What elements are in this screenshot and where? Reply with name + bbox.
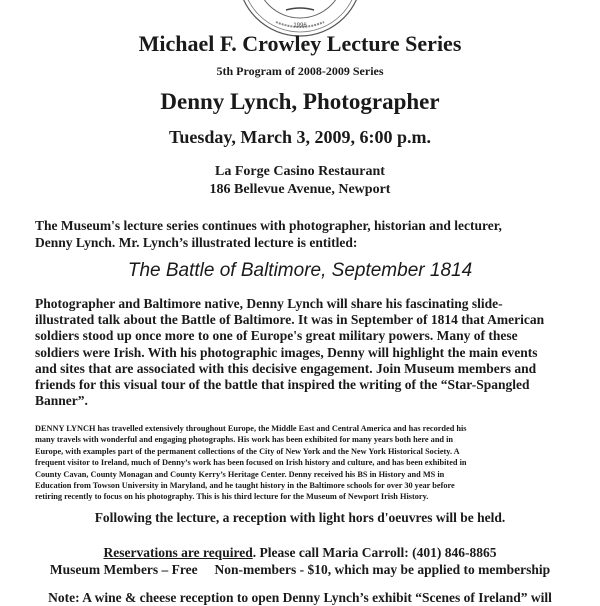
description-line: Photographer and Baltimore native, Denny Lynch will share his fascinating slide- (35, 296, 503, 311)
intro-line: Denny Lynch. Mr. Lynch’s illustrated lecture is entitled: (35, 234, 358, 250)
note-line: Note: A wine & cheese reception to open Denny Lynch’s exhibit “Scenes of Ireland” will (48, 590, 552, 605)
series-subtitle: 5th Program of 2008-2009 Series (216, 64, 384, 78)
description-line: and sites that are associated with this decisive engagement. Join Museum members and (35, 360, 537, 376)
bio-line: many travels with wonderful and engaging photographs. His work has been exhibited for many years both here and in (35, 435, 454, 445)
series-title: Michael F. Crowley Lecture Series (138, 31, 462, 56)
bio-paragraph (35, 423, 467, 503)
bio-line: retiring recently to focus on his photography. This is his third lecture for the Museum of Newport Irish History. (35, 492, 429, 502)
pricing-line: Museum Members – Free Non-members - $10, which may be applied to membership (49, 562, 551, 577)
bio-line: Education from Towson University in Maryland, and he taught history in the Baltimore schools for over 30 year before (35, 481, 455, 491)
reservations-required: Reservations are required (103, 545, 253, 560)
reservations-block (0, 544, 600, 578)
lecture-title: The Battle of Baltimore, September 1814 (127, 260, 473, 281)
venue (0, 163, 600, 199)
seal-year: 1996 (293, 23, 307, 29)
description-paragraph (35, 296, 544, 409)
description-line: illustrated talk about the Battle of Baltimore. It was in September of 1814 that American (35, 312, 545, 328)
description-line: friends for this visual tour of the battle that inspired the writing of the “Star-Spangled (35, 377, 530, 393)
description-line: Banner”. (35, 393, 88, 409)
description-line: soldiers stood up once more to one of Europe's great military powers. Many of these (35, 328, 518, 344)
venue-address: 186 Bellevue Avenue, Newport (209, 182, 391, 197)
intro-paragraph (35, 218, 502, 251)
event-datetime: Tuesday, March 3, 2009, 6:00 p.m. (168, 127, 432, 147)
intro-line: The Museum's lecture series continues with photographer, historian and lecturer, (35, 218, 502, 233)
reception-notice: Following the lecture, a reception with light hors d'oeuvres will be held. (94, 510, 506, 525)
description-line: soldiers were Irish. With his photographic images, Denny will highlight the main events (35, 344, 538, 360)
reservations-call: . Please call Maria Carroll: (401) 846-8865 (252, 545, 497, 560)
venue-name: La Forge Casino Restaurant (215, 164, 385, 179)
bio-line: County Cavan, County Monagan and County Kerry’s Heritage Center. Denny received his BS in History and MS in (35, 469, 445, 479)
speaker-name: Denny Lynch, Photographer (160, 89, 440, 114)
bio-line: Europe, with examples part of the permanent collections of the City of New York and the New York Historical Society. A (35, 446, 460, 456)
reservations-line (0, 544, 600, 561)
bio-line: DENNY LYNCH has travelled extensively throughout Europe, the Middle East and Central America and has recorded his (35, 424, 467, 433)
bio-line: frequent visitor to Ireland, much of Denny’s work has been focused on Irish history and culture, and has been exhibited in (35, 458, 467, 468)
